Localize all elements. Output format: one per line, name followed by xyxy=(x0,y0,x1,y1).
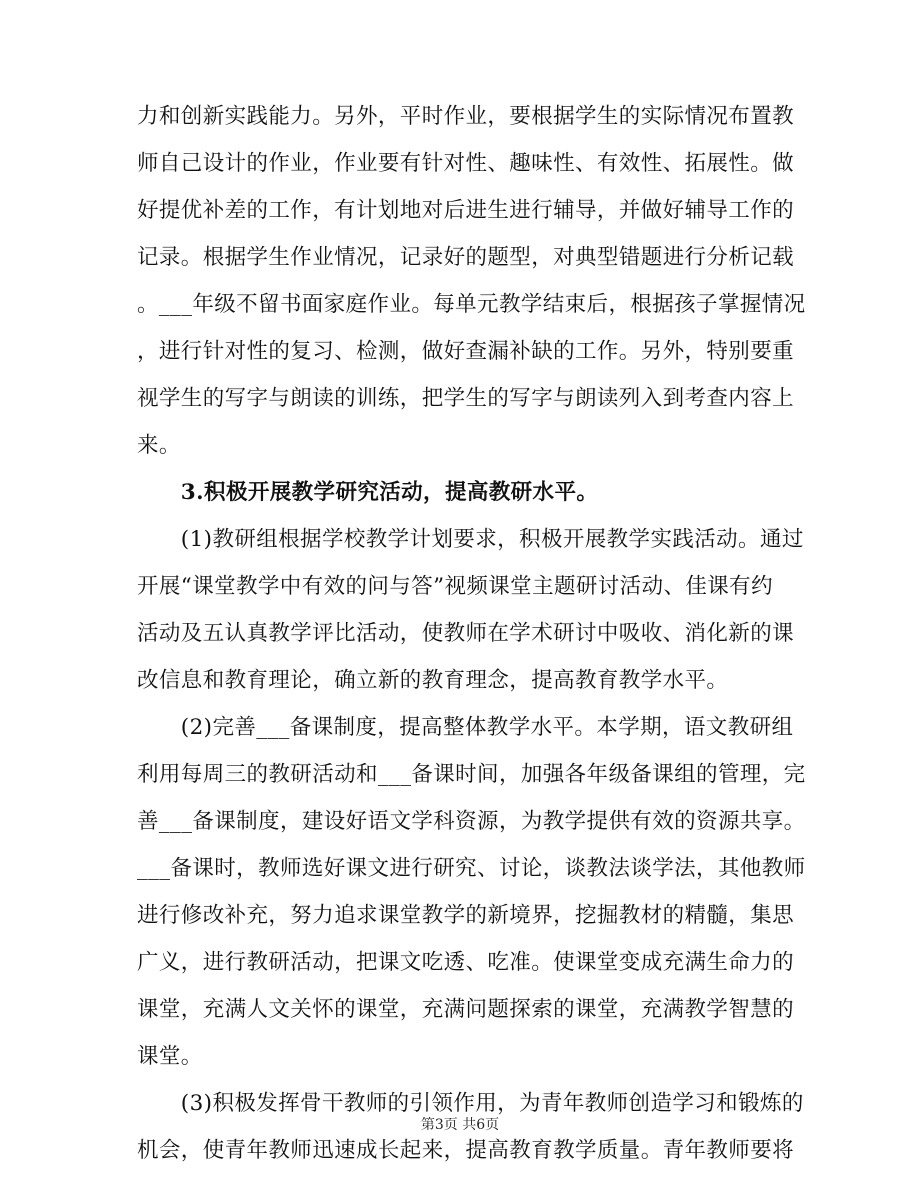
text-line: (2)完善___备课制度，提高整体教学水平。本学期，语文教研组 xyxy=(137,715,794,740)
text-line: 广义，进行教研活动，把课文吃透、吃准。使课堂变成充满生命力的 xyxy=(137,950,795,975)
text-line: 机会，使青年教师迅速成长起来，提高教育教学质量。青年教师要将 xyxy=(137,1138,795,1163)
text-line: 力和创新实践能力。另外，平时作业，要根据学生的实际情况布置教 xyxy=(137,104,795,129)
text-line: 利用每周三的教研活动和___备课时间，加强各年级备课组的管理，完 xyxy=(137,762,806,787)
text-line: 记录。根据学生作业情况，记录好的题型，对典型错题进行分析记载 xyxy=(137,245,795,270)
text-line: 课堂，充满人文关怀的课堂，充满问题探索的课堂，充满教学智慧的 xyxy=(137,997,795,1022)
text-line: (3)积极发挥骨干教师的引领作用，为青年教师创造学习和锻炼的 xyxy=(137,1091,804,1116)
document-body xyxy=(137,104,806,1185)
text-line: ，进行针对性的复习、检测，做好查漏补缺的工作。另外，特别要重 xyxy=(137,339,795,364)
page-number: 第3页 共6页 xyxy=(420,1117,500,1133)
text-line: 好提优补差的工作，有计划地对后进生进行辅导，并做好辅导工作的 xyxy=(137,198,795,223)
text-line: 师自己设计的作业，作业要有针对性、趣味性、有效性、拓展性。做 xyxy=(137,151,795,176)
text-line: 进行修改补充，努力追求课堂教学的新境界，挖掘教材的精髓，集思 xyxy=(137,903,795,928)
text-line: 改信息和教育理论，确立新的教育理念，提高教育教学水平。 xyxy=(137,668,729,693)
text-line: 活动及五认真教学评比活动，使教师在学术研讨中吸收、消化新的课 xyxy=(137,621,795,646)
text-line: 视学生的写字与朗读的训练，把学生的写字与朗读列入到考查内容上 xyxy=(137,386,795,411)
text-line: 开展“课堂教学中有效的问与答”视频课堂主题研讨活动、佳课有约 xyxy=(137,574,773,599)
text-line: 课堂。 xyxy=(137,1044,203,1069)
section-heading: 3.积极开展教学研究活动，提高教研水平。 xyxy=(137,480,599,505)
text-line: ___备课时，教师选好课文进行研究、讨论，谈教法谈学法，其他教师 xyxy=(137,856,806,881)
text-line: 善___备课制度，建设好语文学科资源，为教学提供有效的资源共享。 xyxy=(137,809,806,834)
text-line: 。___年级不留书面家庭作业。每单元教学结束后，根据孩子掌握情况 xyxy=(137,292,806,317)
text-line: (1)教研组根据学校教学计划要求，积极开展教学实践活动。通过 xyxy=(137,527,804,552)
text-line: 来。 xyxy=(137,433,181,458)
